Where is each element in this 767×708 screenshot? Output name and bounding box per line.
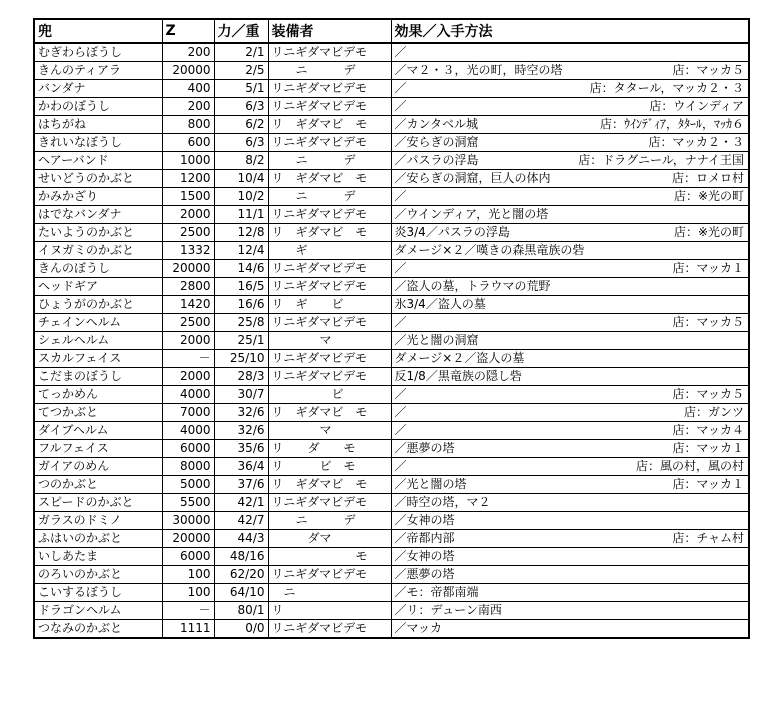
effect-text: ／安らぎの洞窟，巨人の体内 xyxy=(394,171,551,185)
cell-name: きんのティアラ xyxy=(34,62,162,80)
cell-equippers: ニ デ xyxy=(268,152,391,170)
cell-equippers: ニ デ xyxy=(268,188,391,206)
cell-effect xyxy=(391,152,749,170)
cell-effect xyxy=(391,620,749,639)
cell-effect xyxy=(391,494,749,512)
shop-text: 店：マッカ２・３ xyxy=(648,135,744,149)
cell-power-weight: 14/6 xyxy=(214,260,268,278)
shop-text: 店：マッカ１ xyxy=(672,441,744,455)
cell-effect xyxy=(391,134,749,152)
table-row xyxy=(34,62,749,80)
cell-effect xyxy=(391,80,749,98)
effect-text: ／ xyxy=(394,405,407,419)
shop-text: 店：チャム村 xyxy=(672,531,744,545)
cell-power-weight: 6/2 xyxy=(214,116,268,134)
effect-text: ／ xyxy=(394,45,407,59)
cell-power-weight: 35/6 xyxy=(214,440,268,458)
table-row xyxy=(34,332,749,350)
effect-text: ／マッカ xyxy=(394,621,443,635)
cell-zeny: 2000 xyxy=(162,206,214,224)
effect-text: 氷3/4／盗人の墓 xyxy=(394,297,486,311)
cell-power-weight: 30/7 xyxy=(214,386,268,404)
cell-power-weight: 32/6 xyxy=(214,404,268,422)
cell-power-weight: 6/3 xyxy=(214,98,268,116)
cell-equippers: リ ダ モ xyxy=(268,440,391,458)
cell-name: ヘアーバンド xyxy=(34,152,162,170)
cell-zeny: 100 xyxy=(162,584,214,602)
effect-text: ／リ：デューン南西 xyxy=(394,603,502,617)
cell-name: せいどうのかぶと xyxy=(34,170,162,188)
cell-effect xyxy=(391,98,749,116)
effect-text: ／マ２・３，光の町，時空の塔 xyxy=(394,63,563,77)
table-row xyxy=(34,296,749,314)
cell-equippers: リ ギ ビ xyxy=(268,296,391,314)
cell-name: バンダナ xyxy=(34,80,162,98)
table-row xyxy=(34,458,749,476)
effect-text: ／悪夢の塔 xyxy=(394,567,455,581)
cell-equippers: リニギダマビデモ xyxy=(268,98,391,116)
cell-power-weight: 37/6 xyxy=(214,476,268,494)
cell-name: チェインヘルム xyxy=(34,314,162,332)
effect-text: ／モ：帝都南端 xyxy=(394,585,479,599)
cell-power-weight: 36/4 xyxy=(214,458,268,476)
cell-equippers: リニギダマビデモ xyxy=(268,260,391,278)
cell-name: スピードのかぶと xyxy=(34,494,162,512)
cell-effect xyxy=(391,458,749,476)
cell-equippers: モ xyxy=(268,548,391,566)
table-row xyxy=(34,476,749,494)
effect-text: ／ xyxy=(394,459,407,473)
table-row xyxy=(34,620,749,639)
table-row xyxy=(34,278,749,296)
shop-text: 店：ガンツ xyxy=(683,405,744,419)
effect-text: ／パスラの浮島 xyxy=(394,153,479,167)
cell-effect xyxy=(391,386,749,404)
table-row xyxy=(34,134,749,152)
table-row xyxy=(34,584,749,602)
cell-power-weight: 8/2 xyxy=(214,152,268,170)
cell-power-weight: 6/3 xyxy=(214,134,268,152)
effect-text: ダメージ×２／嘆きの森黒竜族の砦 xyxy=(394,243,585,257)
cell-equippers: ビ xyxy=(268,386,391,404)
cell-name: スカルフェイス xyxy=(34,350,162,368)
cell-equippers: リニギダマビデモ xyxy=(268,314,391,332)
header-zeny: Z xyxy=(162,19,214,43)
cell-zeny: 2000 xyxy=(162,368,214,386)
cell-equippers: ギ xyxy=(268,242,391,260)
cell-effect xyxy=(391,314,749,332)
effect-text: ／光と闇の洞窟 xyxy=(394,333,479,347)
table-row xyxy=(34,422,749,440)
table-row xyxy=(34,260,749,278)
cell-power-weight: 16/5 xyxy=(214,278,268,296)
cell-name: こだまのぼうし xyxy=(34,368,162,386)
cell-name: きんのぼうし xyxy=(34,260,162,278)
effect-text: ／ウインディア，光と闇の塔 xyxy=(394,207,549,221)
shop-text: 店：ｳｲﾝﾃﾞｨｱ，ﾀﾀｰﾙ，ﾏｯｶ６ xyxy=(599,117,744,131)
cell-equippers: リ ギダマビ モ xyxy=(268,476,391,494)
cell-effect xyxy=(391,476,749,494)
cell-effect xyxy=(391,512,749,530)
cell-zeny: 1111 xyxy=(162,620,214,639)
table-row xyxy=(34,494,749,512)
table-row xyxy=(34,386,749,404)
cell-zeny: 6000 xyxy=(162,548,214,566)
cell-power-weight: 80/1 xyxy=(214,602,268,620)
shop-text: 店：マッカ４ xyxy=(672,423,744,437)
cell-effect xyxy=(391,332,749,350)
cell-equippers: リニギダマビデモ xyxy=(268,368,391,386)
effect-text: ／女神の塔 xyxy=(394,513,455,527)
cell-power-weight: 5/1 xyxy=(214,80,268,98)
cell-effect xyxy=(391,43,749,62)
cell-power-weight: 42/1 xyxy=(214,494,268,512)
shop-text: 店：ロメロ村 xyxy=(671,171,744,185)
cell-equippers: リ ギダマビ モ xyxy=(268,224,391,242)
cell-zeny: 600 xyxy=(162,134,214,152)
cell-effect xyxy=(391,278,749,296)
cell-zeny: 1500 xyxy=(162,188,214,206)
cell-equippers: リニギダマビデモ xyxy=(268,566,391,584)
cell-effect xyxy=(391,62,749,80)
shop-text: 店：タタール，マッカ２・３ xyxy=(589,81,744,95)
cell-effect xyxy=(391,296,749,314)
cell-power-weight: 16/6 xyxy=(214,296,268,314)
header-name: 兜 xyxy=(34,19,162,43)
cell-zeny: 8000 xyxy=(162,458,214,476)
effect-text: ／ xyxy=(394,261,407,275)
cell-name: ガイアのめん xyxy=(34,458,162,476)
cell-equippers: リ ギダマビ モ xyxy=(268,404,391,422)
cell-equippers: ニ デ xyxy=(268,62,391,80)
cell-effect xyxy=(391,548,749,566)
cell-equippers: リニギダマビデモ xyxy=(268,134,391,152)
cell-power-weight: 64/10 xyxy=(214,584,268,602)
effect-text: ／ xyxy=(394,99,407,113)
shop-text: 店：マッカ５ xyxy=(672,63,744,77)
cell-power-weight: 25/10 xyxy=(214,350,268,368)
effect-text: ／安らぎの洞窟 xyxy=(394,135,479,149)
cell-name: かわのぼうし xyxy=(34,98,162,116)
table-row xyxy=(34,98,749,116)
shop-text: 店：マッカ５ xyxy=(672,387,744,401)
table-row xyxy=(34,314,749,332)
shop-text: 店：マッカ５ xyxy=(672,315,744,329)
cell-power-weight: 32/6 xyxy=(214,422,268,440)
cell-equippers: マ xyxy=(268,332,391,350)
shop-text: 店：風の村，風の村 xyxy=(635,459,744,473)
table-row xyxy=(34,530,749,548)
cell-equippers: リ ギダマビ モ xyxy=(268,170,391,188)
cell-name: たいようのかぶと xyxy=(34,224,162,242)
cell-name: いしあたま xyxy=(34,548,162,566)
cell-equippers: リニギダマビデモ xyxy=(268,80,391,98)
cell-equippers: マ xyxy=(268,422,391,440)
header-equippers: 装備者 xyxy=(268,19,391,43)
cell-name: シェルヘルム xyxy=(34,332,162,350)
table-row xyxy=(34,242,749,260)
cell-zeny: 20000 xyxy=(162,62,214,80)
cell-effect xyxy=(391,206,749,224)
table-row xyxy=(34,602,749,620)
cell-zeny: 2500 xyxy=(162,224,214,242)
cell-effect xyxy=(391,422,749,440)
shop-text: 店：ドラグニール，ナナイ王国 xyxy=(578,153,744,167)
cell-name: のろいのかぶと xyxy=(34,566,162,584)
cell-zeny: 20000 xyxy=(162,530,214,548)
cell-equippers: リニギダマビデモ xyxy=(268,620,391,639)
table-row xyxy=(34,368,749,386)
cell-effect xyxy=(391,260,749,278)
cell-zeny: 5000 xyxy=(162,476,214,494)
cell-power-weight: 11/1 xyxy=(214,206,268,224)
effect-text: ／ xyxy=(394,81,407,95)
cell-zeny: 1000 xyxy=(162,152,214,170)
cell-name: ひょうがのかぶと xyxy=(34,296,162,314)
cell-equippers: リニギダマビデモ xyxy=(268,278,391,296)
table-row xyxy=(34,188,749,206)
shop-text: 店：マッカ１ xyxy=(672,261,744,275)
cell-equippers: リニギダマビデモ xyxy=(268,206,391,224)
table-row xyxy=(34,43,749,62)
cell-power-weight: 25/8 xyxy=(214,314,268,332)
cell-name: ふはいのかぶと xyxy=(34,530,162,548)
cell-effect xyxy=(391,350,749,368)
effect-text: ／帝都内部 xyxy=(394,531,455,545)
cell-zeny: 200 xyxy=(162,98,214,116)
cell-zeny: 1420 xyxy=(162,296,214,314)
table-row xyxy=(34,170,749,188)
cell-zeny: 2000 xyxy=(162,332,214,350)
cell-power-weight: 10/2 xyxy=(214,188,268,206)
shop-text: 店：※光の町 xyxy=(673,225,744,239)
cell-name: ダイブヘルム xyxy=(34,422,162,440)
shop-text: 店：※光の町 xyxy=(673,189,744,203)
table-row xyxy=(34,512,749,530)
table-row xyxy=(34,206,749,224)
cell-effect xyxy=(391,404,749,422)
cell-equippers: リニギダマビデモ xyxy=(268,494,391,512)
table-row xyxy=(34,116,749,134)
effect-text: ／ xyxy=(394,423,407,437)
cell-equippers: リ ビ モ xyxy=(268,458,391,476)
cell-zeny: 6000 xyxy=(162,440,214,458)
effect-text: 炎3/4／パスラの浮島 xyxy=(394,225,510,239)
cell-name: ドラゴンヘルム xyxy=(34,602,162,620)
effect-text: ／ xyxy=(394,387,407,401)
cell-power-weight: 2/1 xyxy=(214,43,268,62)
cell-equippers: ダマ xyxy=(268,530,391,548)
effect-text: ／カンタベル城 xyxy=(394,117,479,131)
cell-zeny: 5500 xyxy=(162,494,214,512)
cell-effect xyxy=(391,530,749,548)
cell-zeny: 20000 xyxy=(162,260,214,278)
cell-name: ヘッドギア xyxy=(34,278,162,296)
cell-equippers: リニギダマビデモ xyxy=(268,350,391,368)
effect-text: ／女神の塔 xyxy=(394,549,455,563)
cell-zeny: 4000 xyxy=(162,422,214,440)
cell-name: ガラスのドミノ xyxy=(34,512,162,530)
effect-text: 反1/8／黒竜族の隠し砦 xyxy=(394,369,522,383)
header-effect: 効果／入手方法 xyxy=(391,19,749,43)
cell-zeny: 7000 xyxy=(162,404,214,422)
cell-power-weight: 28/3 xyxy=(214,368,268,386)
table-row xyxy=(34,404,749,422)
cell-power-weight: 0/0 xyxy=(214,620,268,639)
cell-effect xyxy=(391,368,749,386)
cell-effect xyxy=(391,116,749,134)
cell-name: フルフェイス xyxy=(34,440,162,458)
cell-effect xyxy=(391,440,749,458)
shop-text: 店：ウインディア xyxy=(649,99,744,113)
cell-effect xyxy=(391,188,749,206)
helmet-table xyxy=(33,18,750,639)
effect-text: ／悪夢の塔 xyxy=(394,441,455,455)
cell-zeny: 1200 xyxy=(162,170,214,188)
cell-effect xyxy=(391,566,749,584)
cell-name: つなみのかぶと xyxy=(34,620,162,639)
helmet-table-sheet xyxy=(33,18,748,688)
cell-power-weight: 42/7 xyxy=(214,512,268,530)
cell-zeny: 30000 xyxy=(162,512,214,530)
cell-name: てっかめん xyxy=(34,386,162,404)
table-row xyxy=(34,548,749,566)
cell-name: むぎわらぼうし xyxy=(34,43,162,62)
table-row xyxy=(34,566,749,584)
cell-zeny: 2500 xyxy=(162,314,214,332)
cell-zeny: － xyxy=(162,350,214,368)
cell-name: つのかぶと xyxy=(34,476,162,494)
table-row xyxy=(34,224,749,242)
effect-text: ／ xyxy=(394,189,407,203)
cell-zeny: 100 xyxy=(162,566,214,584)
cell-effect xyxy=(391,170,749,188)
header-row xyxy=(34,19,749,43)
cell-power-weight: 48/16 xyxy=(214,548,268,566)
cell-zeny: 200 xyxy=(162,43,214,62)
cell-effect xyxy=(391,602,749,620)
cell-zeny: － xyxy=(162,602,214,620)
cell-zeny: 800 xyxy=(162,116,214,134)
cell-name: はちがね xyxy=(34,116,162,134)
cell-name: イヌガミのかぶと xyxy=(34,242,162,260)
cell-effect xyxy=(391,584,749,602)
cell-equippers: リ xyxy=(268,602,391,620)
cell-effect xyxy=(391,224,749,242)
cell-power-weight: 10/4 xyxy=(214,170,268,188)
cell-power-weight: 25/1 xyxy=(214,332,268,350)
cell-equippers: リ ギダマビ モ xyxy=(268,116,391,134)
cell-name: こいするぼうし xyxy=(34,584,162,602)
table-row xyxy=(34,350,749,368)
cell-zeny: 4000 xyxy=(162,386,214,404)
cell-name: はでなバンダナ xyxy=(34,206,162,224)
cell-effect xyxy=(391,242,749,260)
effect-text: ダメージ×２／盗人の墓 xyxy=(394,351,525,365)
cell-zeny: 1332 xyxy=(162,242,214,260)
table-row xyxy=(34,152,749,170)
cell-zeny: 400 xyxy=(162,80,214,98)
cell-power-weight: 62/20 xyxy=(214,566,268,584)
effect-text: ／ xyxy=(394,315,407,329)
cell-name: かみかざり xyxy=(34,188,162,206)
effect-text: ／盗人の墓，トラウマの荒野 xyxy=(394,279,551,293)
cell-power-weight: 2/5 xyxy=(214,62,268,80)
cell-name: きれいなぼうし xyxy=(34,134,162,152)
header-power-weight: 力／重 xyxy=(214,19,268,43)
cell-zeny: 2800 xyxy=(162,278,214,296)
table-row xyxy=(34,440,749,458)
effect-text: ／時空の塔，マ２ xyxy=(394,495,491,509)
cell-power-weight: 12/8 xyxy=(214,224,268,242)
cell-power-weight: 44/3 xyxy=(214,530,268,548)
cell-equippers: ニ デ xyxy=(268,512,391,530)
effect-text: ／光と闇の塔 xyxy=(394,477,467,491)
cell-name: てつかぶと xyxy=(34,404,162,422)
cell-equippers: ニ xyxy=(268,584,391,602)
table-row xyxy=(34,80,749,98)
cell-power-weight: 12/4 xyxy=(214,242,268,260)
cell-equippers: リニギダマビデモ xyxy=(268,43,391,62)
shop-text: 店：マッカ１ xyxy=(672,477,744,491)
